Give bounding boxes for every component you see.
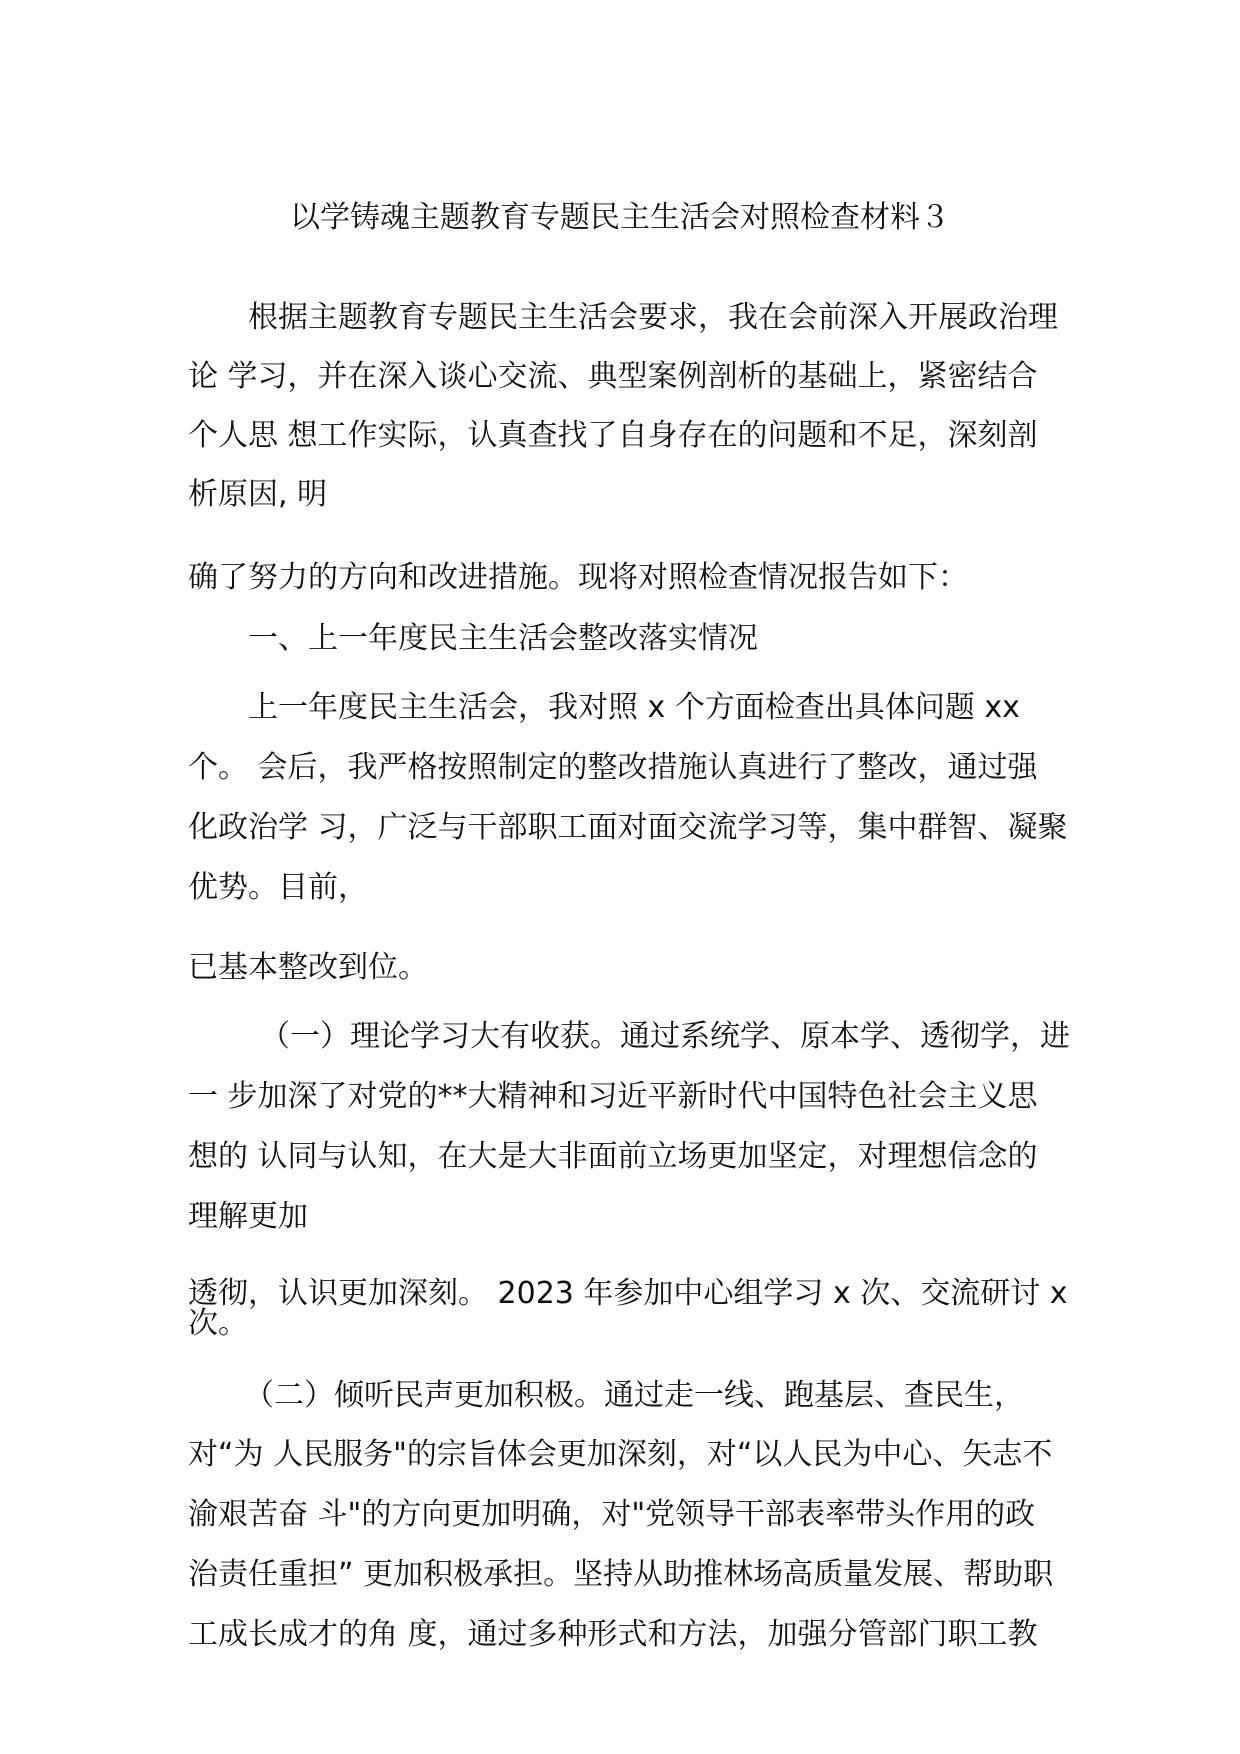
paragraph-line: 次。 [188,1306,248,1341]
section-heading: 一、上一年度民主生活会整改落实情况 [248,621,758,656]
paragraph-line: 化政治学 习，广泛与干部职工面对面交流学习等，集中群智、凝聚 [188,810,1068,845]
paragraph-line: 论 学习，并在深入谈心交流、典型案例剖析的基础上，紧密结合 [188,359,1038,394]
paragraph-line: 一 步加深了对党的**大精神和习近平新时代中国特色社会主义思 [188,1079,1038,1114]
paragraph-line: 优势。目前， [188,870,368,905]
paragraph-line: 已基本整改到位。 [188,950,428,985]
paragraph-line: 治责任重担” 更加积极承担。坚持从助推林场高质量发展、帮助职 [188,1557,1054,1592]
subsection-line: （二）倾听民声更加积极。通过走一线、跑基层、查民生， [244,1378,1024,1413]
paragraph-line: 想的 认同与认知，在大是大非面前立场更加坚定，对理想信念的 [188,1139,1038,1174]
paragraph-line: 确了努力的方向和改进措施。现将对照检查情况报告如下： [188,560,968,595]
paragraph-line: 理解更加 [188,1199,308,1234]
paragraph-line: 个人思 想工作实际，认真查找了自身存在的问题和不足，深刻剖 [188,418,1038,453]
paragraph-line: 上一年度民主生活会，我对照 x 个方面检查出具体问题 xx [248,690,1020,725]
paragraph-line: 个。 会后，我严格按照制定的整改措施认真进行了整改，通过强 [188,750,1038,785]
document-title: 以学铸魂主题教育专题民主生活会对照检查材料３ [290,200,950,235]
paragraph-line: 对“为 人民服务"的宗旨体会更加深刻，对“以人民为中心、矢志不 [188,1437,1053,1472]
paragraph-line: 根据主题教育专题民主生活会要求，我在会前深入开展政治理 [248,300,1058,335]
paragraph-line: 析原因, 明 [188,477,328,512]
paragraph-line: 工成长成才的角 度，通过多种形式和方法，加强分管部门职工教 [188,1617,1038,1652]
paragraph-line: 渝艰苦奋 斗"的方向更加明确，对"党领导干部表率带头作用的政 [188,1497,1036,1532]
subsection-line: （一）理论学习大有收获。通过系统学、原本学、透彻学，进 [260,1019,1070,1054]
paragraph-line: 透彻，认识更加深刻。 2023 年参加中心组学习 x 次、交流研讨 x [188,1276,1068,1311]
